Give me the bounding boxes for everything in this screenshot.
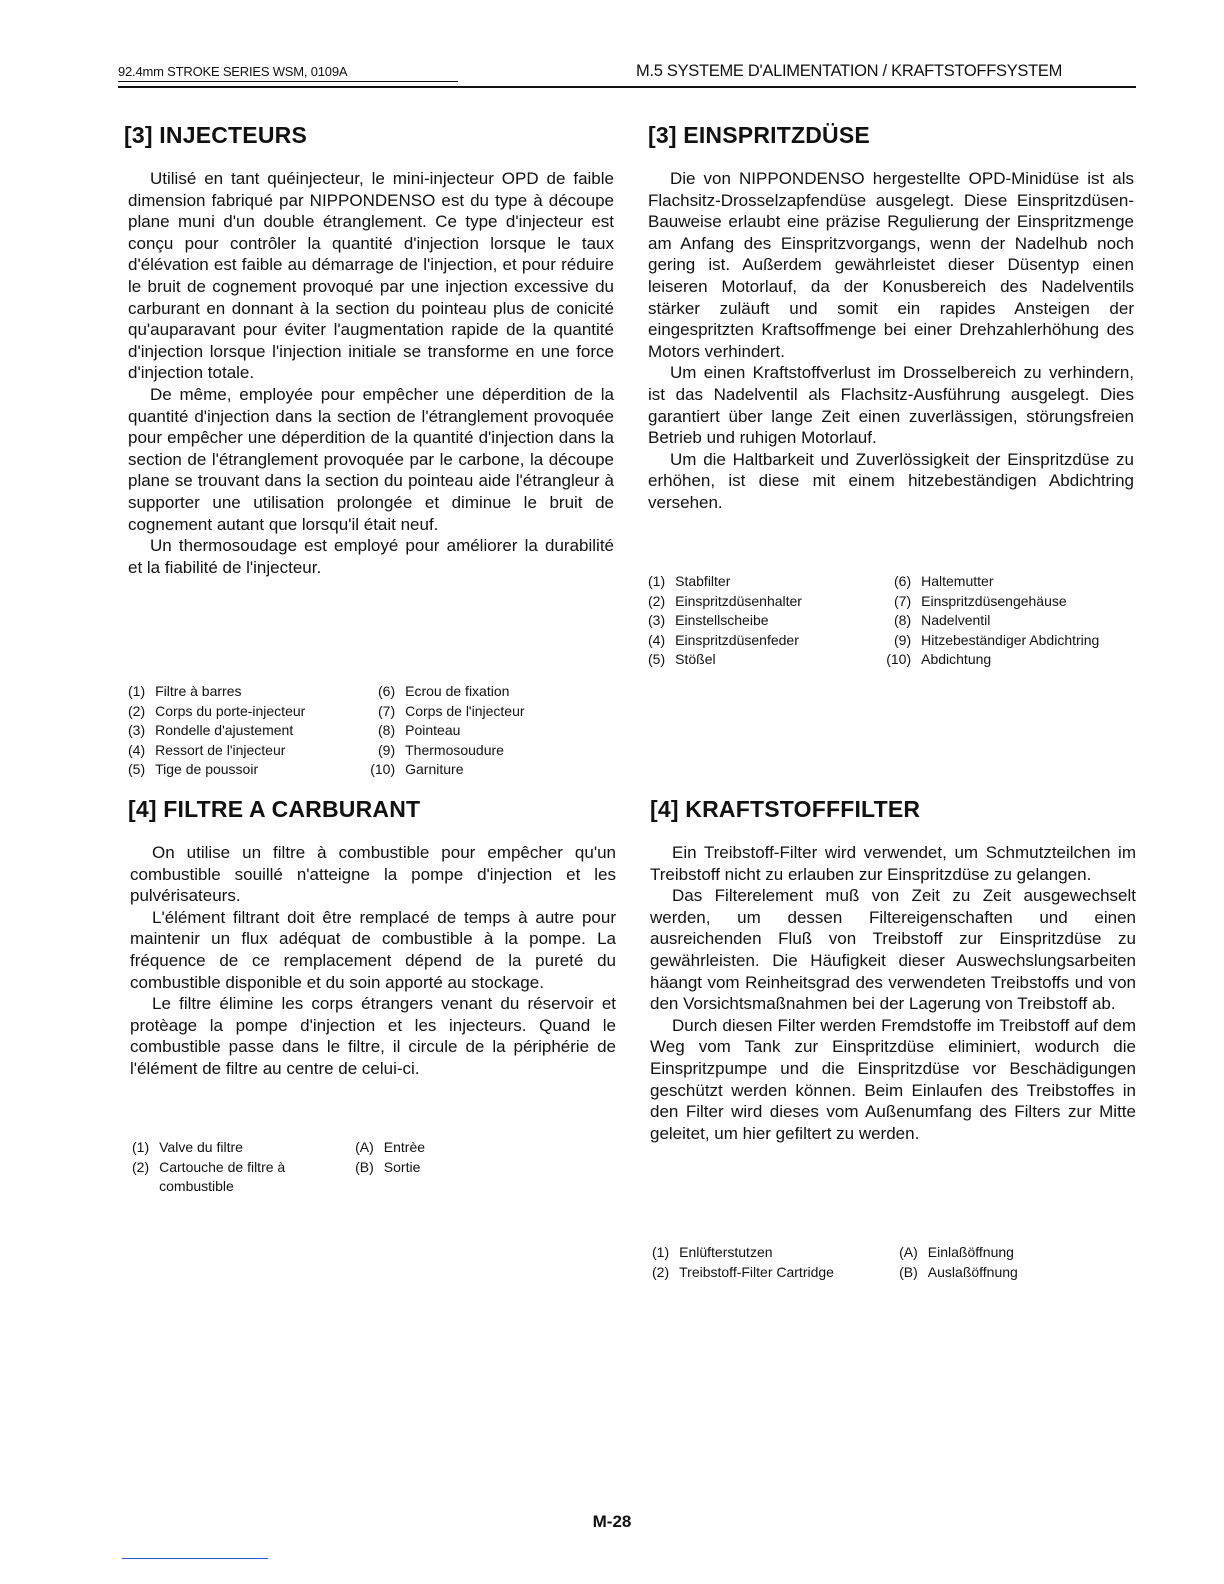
legend-row <box>128 741 525 761</box>
legend-number: (2) <box>648 592 666 609</box>
legend-row <box>128 760 525 780</box>
legend-label: Sortie <box>383 1158 421 1175</box>
legend-label: Einstellscheibe <box>675 612 769 629</box>
fr-injectors-text <box>128 168 614 578</box>
legend-number: (10) <box>370 761 396 778</box>
header-left: 92.4mm STROKE SERIES WSM, 0109A <box>118 64 458 82</box>
legend-label: Einlaßöffnung <box>927 1244 1014 1260</box>
legend-label: Abdichtung <box>921 651 992 668</box>
de-injectors-paragraph: Die von NIPPONDENSO hergestellte OPD-Minidüse ist als Flachsitz-Drosselzapfendüse ausgelegt. Diese Einspritzdüsen-Bauweise erlaubt eine präzise Regulierung der Einspritzmenge am Anfang des Einspritzvorgangs, wenn der Nadelhub noch gering ist. Außerdem gewährleistet dieser Düsentyp einen leiseren Motorlauf, da der Konusbereich des Nadelventils stärker zuläuft und somit ein rapides Ansteigen der eingespritzten Kraftsoffmenge bei einer Drehzahlerhöhung des Motors verhindert. <box>648 169 1134 361</box>
legend-label: Tige de poussoir <box>155 761 259 778</box>
de-filter-title: [4] KRAFTSTOFFFILTER <box>650 796 921 822</box>
de-injectors-legend <box>648 572 1099 670</box>
legend-label: Stößel <box>675 651 716 668</box>
legend-number: (A) <box>899 1244 918 1260</box>
legend-number: (10) <box>886 651 912 668</box>
legend-number: (9) <box>894 631 912 648</box>
header-right: M.5 SYSTEME D'ALIMENTATION / KRAFTSTOFFSYSTEM <box>636 62 1063 80</box>
header-rule <box>118 86 1136 88</box>
legend-label: Garniture <box>405 761 464 778</box>
legend-label: Nadelventil <box>921 612 991 629</box>
legend-number: (8) <box>378 722 396 739</box>
legend-number: (1) <box>128 683 146 699</box>
de-filter-paragraph: Durch diesen Filter werden Fremdstoffe im Treibstoff auf dem Weg vom Tank zur Einspritzdüse eliminiert, wodurch die Einspritzpumpe und die Einspritzdüse vor Beschädigungen geschützt werden können. Beim Einlaufen des Treibstoffes in den Filter wird dieses vom Außenumfang des Filters zur Mitte geleitet, um hier gefiltert zu werden. <box>650 1015 1136 1143</box>
legend-number: (A) <box>355 1139 374 1155</box>
legend-label: Rondelle d'ajustement <box>155 722 294 739</box>
legend-label: Pointeau <box>405 722 461 739</box>
legend-label: Ecrou de fixation <box>405 683 510 699</box>
legend-number: (5) <box>128 761 146 778</box>
legend-label: Ressort de l'injecteur <box>155 741 286 758</box>
legend-row <box>648 631 1099 651</box>
legend-label: Valve du filtre <box>159 1139 243 1155</box>
de-filter-text <box>650 842 1136 1144</box>
legend-number: (1) <box>648 573 666 589</box>
fr-filter-paragraph: On utilise un filtre à combustible pour empêcher qu'un combustible souillé n'atteigne la pompe d'injection et les pulvérisateurs. <box>130 843 616 906</box>
fr-injectors-legend <box>128 682 525 780</box>
fr-injectors-title: [3] INJECTEURS <box>124 122 307 148</box>
legend-label: Einspritzdüsenfeder <box>675 631 799 648</box>
legend-number: (2) <box>652 1263 670 1280</box>
legend-label: Stabfilter <box>675 573 731 589</box>
de-injectors-paragraph: Um einen Kraftstoffverlust im Drosselbereich zu verhindern, ist das Nadelventil als Flachsitz-Ausführung ausgelegt. Dies garantiert über lange Zeit einen zuverlässigen, störungsfreien Betrieb und ruhigen Motorlauf. <box>648 363 1134 448</box>
legend-number: (B) <box>899 1263 918 1280</box>
legend-label: Filtre à barres <box>155 683 242 699</box>
legend-number: (1) <box>132 1139 150 1155</box>
legend-label: Enlüfterstutzen <box>679 1244 773 1260</box>
legend-number: (2) <box>128 702 146 719</box>
legend-number: (6) <box>378 683 396 699</box>
legend-number: (B) <box>355 1158 374 1175</box>
legend-row <box>128 721 525 741</box>
legend-row <box>128 682 525 702</box>
legend-number: (8) <box>894 612 912 629</box>
page-number: M-28 <box>592 1512 632 1531</box>
legend-row <box>648 611 1099 631</box>
legend-number: (7) <box>894 592 912 609</box>
legend-number: (4) <box>128 741 146 758</box>
legend-row <box>648 572 1099 592</box>
legend-number: (9) <box>378 741 396 758</box>
fr-filter-text <box>130 842 616 1080</box>
de-filter-legend <box>652 1243 1018 1282</box>
legend-number: (3) <box>648 612 666 629</box>
legend-label: Cartouche de filtre à combustible <box>159 1158 286 1195</box>
de-injectors-text <box>648 168 1134 514</box>
legend-label: Corps du porte-injecteur <box>155 702 306 719</box>
legend-label: Hitzebeständiger Abdichtring <box>921 631 1100 648</box>
de-filter-paragraph: Ein Treibstoff-Filter wird verwendet, um Schmutzteilchen im Treibstoff nicht zu erlauben zur Einspritzdüse zu gelangen. <box>650 843 1136 884</box>
legend-label: Einspritzdüsenhalter <box>675 592 802 609</box>
fr-filter-paragraph: L'élément filtrant doit être remplacé de temps à autre pour maintenir un flux adéquat de combustible à la pompe. La fréquence de ce remplacement dépend de la pureté du combustible disponible et du soin apporté au stockage. <box>130 907 616 992</box>
footer-line <box>122 1558 268 1559</box>
fr-injectors-paragraph: Utilisé en tant quéinjecteur, le mini-injecteur OPD de faible dimension fabriqué par NIPPONDENSO est du type à découpe plane muni d'un double étranglement. Ce type d'injecteur est conçu pour contrôler la quantité d'injection lorsque le taux d'élévation est faible au démarrage de l'injection, et pour réduire le bruit de cognement provoqué par une injection excessive du carburant en donnant à la section du pointeau plus de conicité qu'auparavant pour éviter l'augmentation rapide de la quantité d'injection lorsque l'injection initiale se transforme en une force d'injection totale. <box>128 169 614 383</box>
legend-label: Einspritzdüsengehäuse <box>921 592 1067 609</box>
fr-injectors-paragraph: De même, employée pour empêcher une déperdition de la quantité d'injection dans la section de l'étranglement provoquée pour empêcher une déperdition de la quantité d'injection dans la section de l'étranglement provoquée par le carbone, la découpe plane se trouvant dans la section du pointeau aide l'étrangleur à supporter une utilisation prolongée et diminue le bruit de cognement autant que lorsqu'il était neuf. <box>128 384 614 534</box>
legend-row <box>648 592 1099 612</box>
legend-label: Corps de l'injecteur <box>405 702 525 719</box>
fr-injectors-paragraph: Un thermosoudage est employé pour améliorer la durabilité et la fiabilité de l'injecteur. <box>128 536 614 577</box>
legend-row <box>652 1243 1018 1263</box>
de-injectors-title: [3] EINSPRITZDÜSE <box>648 122 870 148</box>
legend-number: (4) <box>648 631 666 648</box>
fr-filter-legend <box>132 1138 425 1197</box>
fr-filter-title: [4] FILTRE A CARBURANT <box>128 796 421 822</box>
legend-row <box>132 1138 425 1158</box>
de-filter-paragraph: Das Filterelement muß von Zeit zu Zeit ausgewechselt werden, um dessen Filtereigenschaften und einen ausreichenden Fluß von Treibstoff zur Einspritzdüse zu gewährleisten. Die Häufigkeit dieser Auswechslungsarbeiten häangt vom Reinheitsgrad des verwendeten Treibstoffs und von den Vorsichtsmaßnahmen bei der Lagerung von Treibstoff ab. <box>650 886 1136 1014</box>
legend-number: (3) <box>128 722 146 739</box>
legend-number: (7) <box>378 702 396 719</box>
legend-label: Auslaßöffnung <box>927 1263 1018 1280</box>
legend-label: Entrèe <box>383 1139 426 1155</box>
legend-number: (6) <box>894 573 912 589</box>
legend-row <box>128 702 525 722</box>
legend-label: Thermosoudure <box>405 741 504 758</box>
legend-number: (2) <box>132 1158 150 1175</box>
legend-number: (5) <box>648 651 666 668</box>
legend-row <box>652 1263 1018 1283</box>
de-injectors-paragraph: Um die Haltbarkeit und Zuverlössigkeit der Einspritzdüse zu erhöhen, ist diese mit einem hitzebeständigen Abdichtring versehen. <box>648 449 1134 512</box>
legend-number: (1) <box>652 1244 670 1260</box>
legend-row <box>648 650 1099 670</box>
legend-label: Treibstoff-Filter Cartridge <box>679 1263 834 1280</box>
fr-filter-paragraph: Le filtre élimine les corps étrangers venant du réservoir et protèage la pompe d'injection et les injecteurs. Quand le combustible passe dans le filtre, il circule de la périphérie de l'élément de filtre au centre de celui-ci. <box>130 994 616 1078</box>
legend-label: Haltemutter <box>921 573 994 589</box>
legend-row <box>132 1158 425 1197</box>
